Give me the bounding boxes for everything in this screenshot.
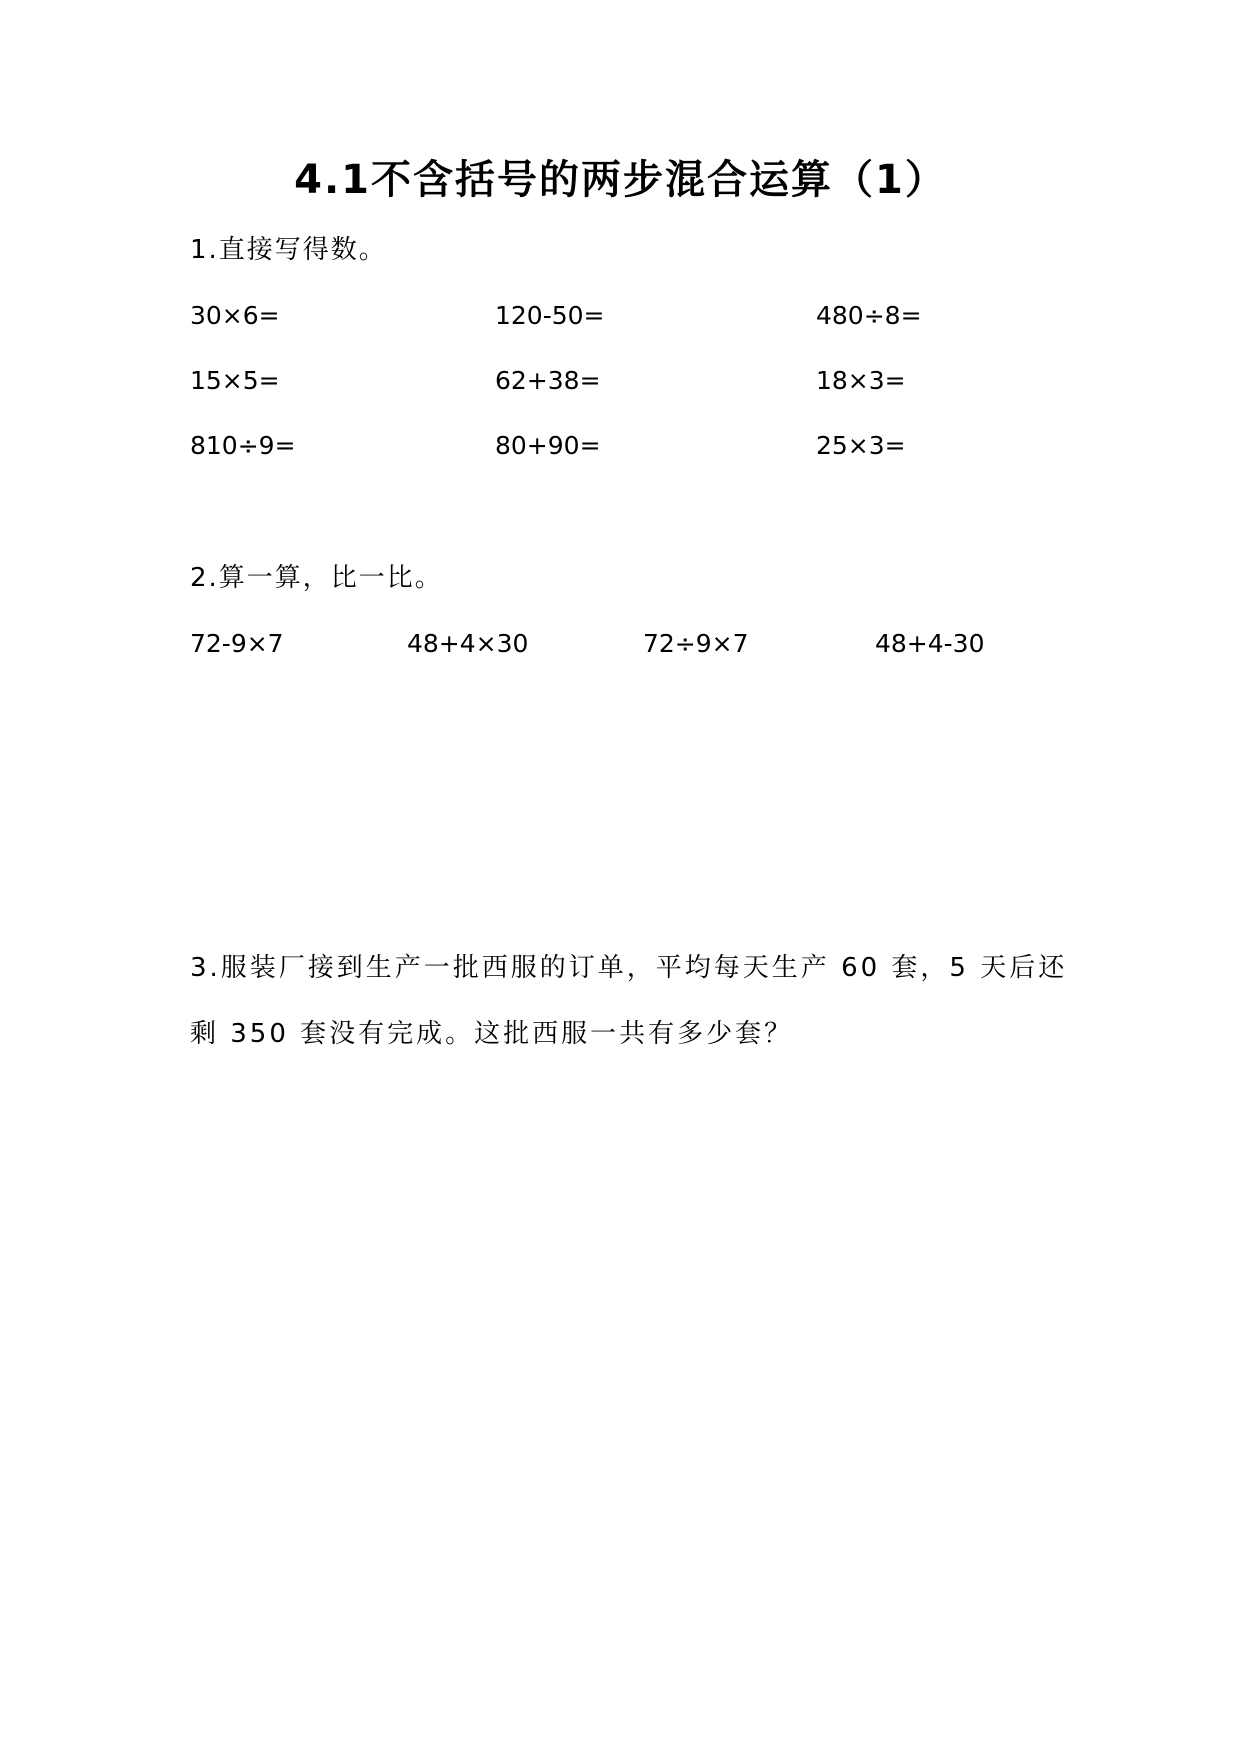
q1-problem: 480÷8=	[816, 301, 922, 330]
question-3-line-1: 3.服装厂接到生产一批西服的订单，平均每天生产 60 套，5 天后还	[190, 953, 1068, 983]
page-title: 4.1不含括号的两步混合运算（1）	[294, 157, 947, 203]
q2-expression: 72÷9×7	[643, 629, 749, 658]
q1-problem: 810÷9=	[190, 431, 296, 460]
q2-expression: 48+4×30	[407, 629, 529, 658]
question-1-heading: 1.直接写得数。	[190, 235, 387, 265]
q1-problem: 15×5=	[190, 366, 280, 395]
q2-expression: 72-9×7	[190, 629, 284, 658]
q1-problem: 80+90=	[495, 431, 601, 460]
q1-problem: 18×3=	[816, 366, 906, 395]
q1-problem: 120-50=	[495, 301, 605, 330]
q2-expression: 48+4-30	[875, 629, 985, 658]
question-3-line-2: 剩 350 套没有完成。这批西服一共有多少套？	[190, 1019, 794, 1049]
q1-problem: 30×6=	[190, 301, 280, 330]
question-2-heading: 2.算一算，比一比。	[190, 563, 443, 593]
q1-problem: 62+38=	[495, 366, 601, 395]
q1-problem: 25×3=	[816, 431, 906, 460]
